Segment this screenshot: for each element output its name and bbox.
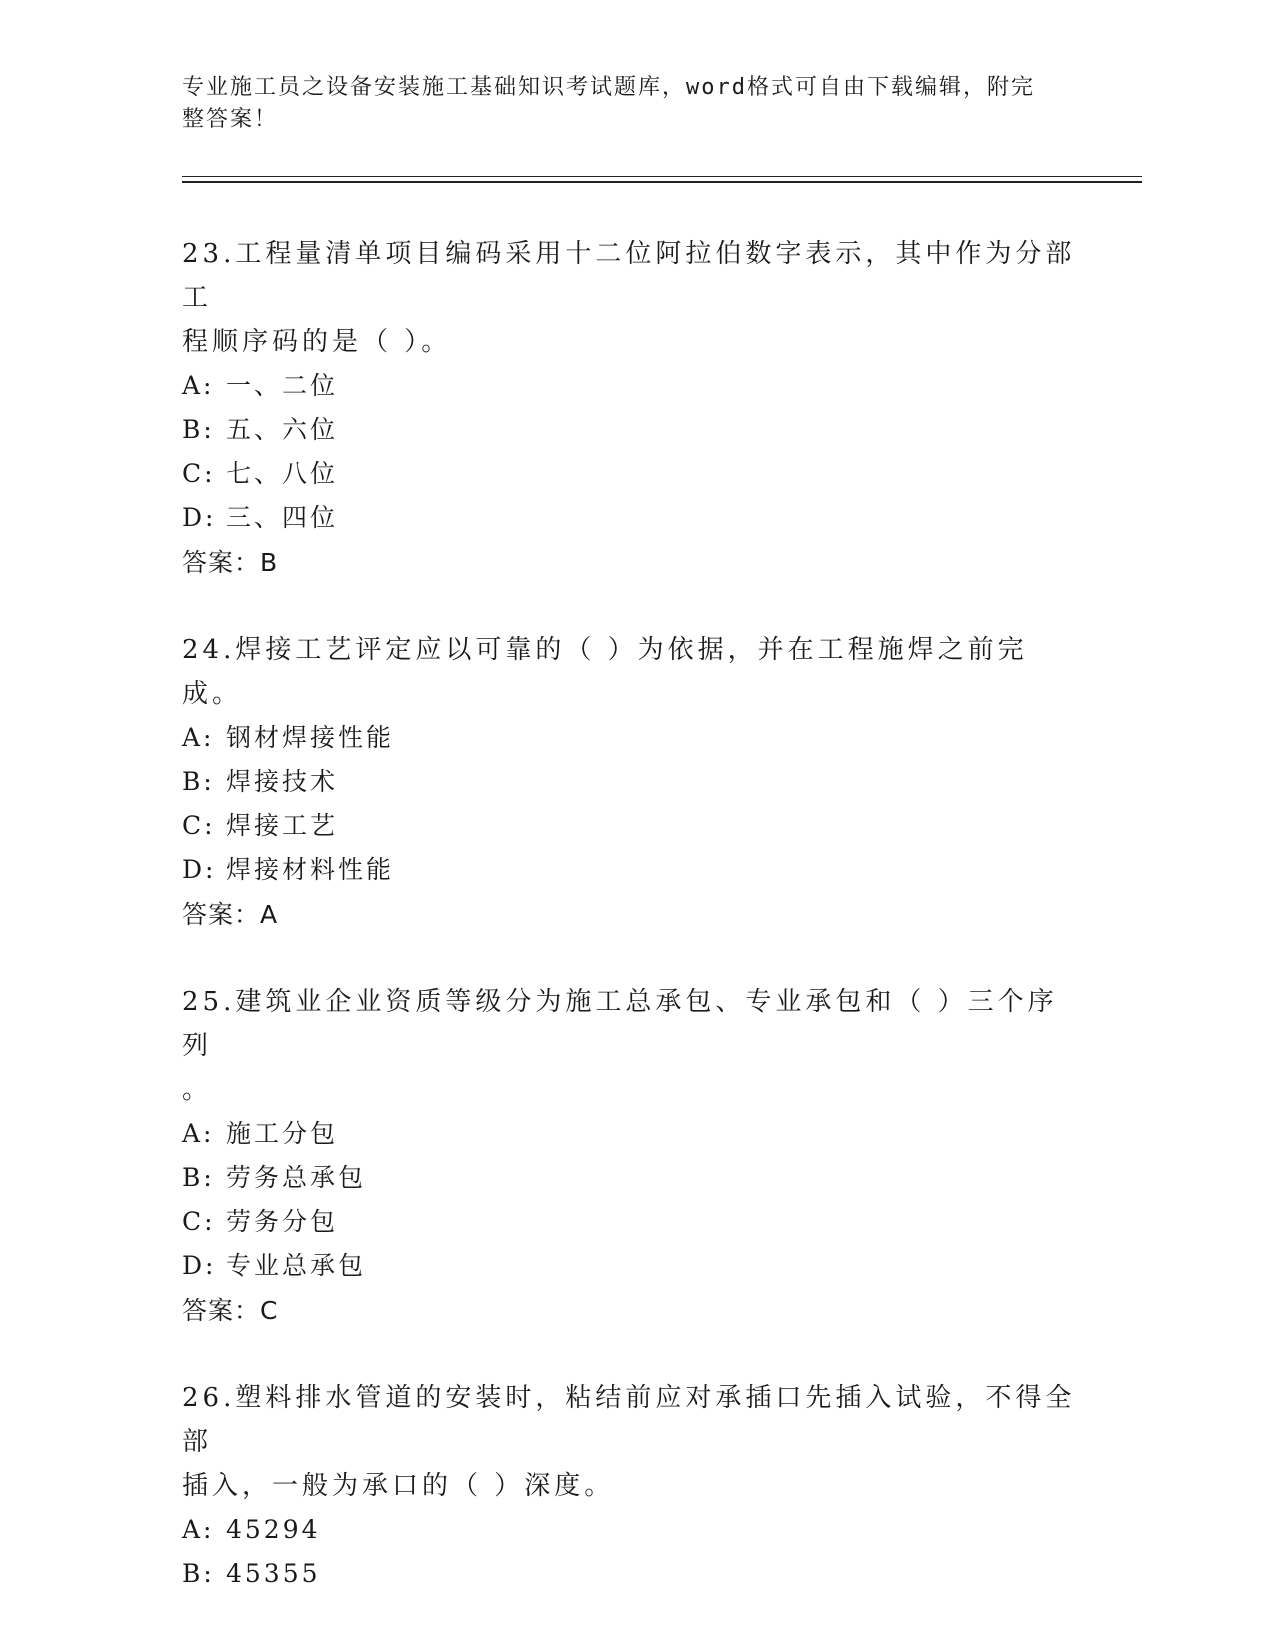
question-spacer — [182, 938, 1082, 980]
option-letter: A: — [182, 371, 215, 400]
question-stem-line: 25.建筑业企业资质等级分为施工总承包、专业承包和（ ）三个序列 — [182, 987, 1058, 1061]
option-d — [182, 848, 1082, 892]
option-d — [182, 1244, 1082, 1288]
answer-line: 答案：A — [182, 900, 279, 929]
option-text: 焊接工艺 — [226, 811, 339, 840]
document-header — [182, 72, 1062, 136]
option-letter: B: — [182, 1559, 215, 1588]
option-letter: B: — [182, 767, 215, 796]
option-text: 45294 — [226, 1515, 321, 1544]
option-a — [182, 364, 1082, 408]
option-a — [182, 1112, 1082, 1156]
option-text: 劳务分包 — [226, 1207, 339, 1236]
option-letter: D: — [182, 855, 217, 884]
option-text: 五、六位 — [226, 415, 339, 444]
option-letter: D: — [182, 1251, 217, 1280]
question-spacer — [182, 1334, 1082, 1376]
question-list — [182, 232, 1082, 1596]
option-b — [182, 408, 1082, 452]
question-stem-line: 程顺序码的是（ ）。 — [182, 327, 452, 357]
option-b — [182, 1156, 1082, 1200]
option-c — [182, 804, 1082, 848]
option-text: 45355 — [226, 1559, 321, 1588]
option-text: 三、四位 — [226, 503, 339, 532]
option-letter: A: — [182, 723, 215, 752]
option-c — [182, 1200, 1082, 1244]
option-letter: C: — [182, 811, 216, 840]
question-23 — [182, 232, 1082, 586]
option-letter: A: — [182, 1119, 215, 1148]
question-26 — [182, 1376, 1082, 1596]
option-b — [182, 760, 1082, 804]
question-stem-line: 24.焊接工艺评定应以可靠的（ ）为依据，并在工程施焊之前完成。 — [182, 635, 1028, 709]
option-text: 焊接技术 — [226, 767, 339, 796]
question-24 — [182, 628, 1082, 938]
question-stem-line: 23.工程量清单项目编码采用十二位阿拉伯数字表示，其中作为分部工 — [182, 239, 1076, 313]
question-spacer — [182, 586, 1082, 628]
option-letter: C: — [182, 1207, 216, 1236]
option-text: 劳务总承包 — [226, 1163, 367, 1192]
answer-line: 答案：C — [182, 1296, 279, 1325]
option-text: 一、二位 — [226, 371, 339, 400]
option-c — [182, 452, 1082, 496]
header-divider-bottom — [182, 181, 1142, 183]
option-letter: C: — [182, 459, 216, 488]
option-a — [182, 716, 1082, 760]
option-text: 钢材焊接性能 — [226, 723, 395, 752]
question-stem-line: 插入，一般为承口的（ ）深度。 — [182, 1471, 615, 1501]
option-text: 施工分包 — [226, 1119, 339, 1148]
option-letter: B: — [182, 415, 215, 444]
header-divider-top — [182, 176, 1142, 177]
question-25 — [182, 980, 1082, 1334]
option-letter: B: — [182, 1163, 215, 1192]
option-text: 焊接材料性能 — [226, 855, 395, 884]
option-b — [182, 1552, 1082, 1596]
option-text: 七、八位 — [226, 459, 339, 488]
question-stem-line: 26.塑料排水管道的安装时，粘结前应对承插口先插入试验，不得全部 — [182, 1383, 1076, 1457]
question-stem-line: 。 — [182, 1075, 213, 1105]
option-text: 专业总承包 — [226, 1251, 367, 1280]
answer-line: 答案：B — [182, 548, 279, 577]
option-letter: A: — [182, 1515, 215, 1544]
option-letter: D: — [182, 503, 217, 532]
header-line-2: 整答案！ — [182, 107, 279, 132]
option-a — [182, 1508, 1082, 1552]
header-line-1: 专业施工员之设备安装施工基础知识考试题库，word格式可自由下载编辑，附完 — [182, 75, 1035, 100]
option-d — [182, 496, 1082, 540]
